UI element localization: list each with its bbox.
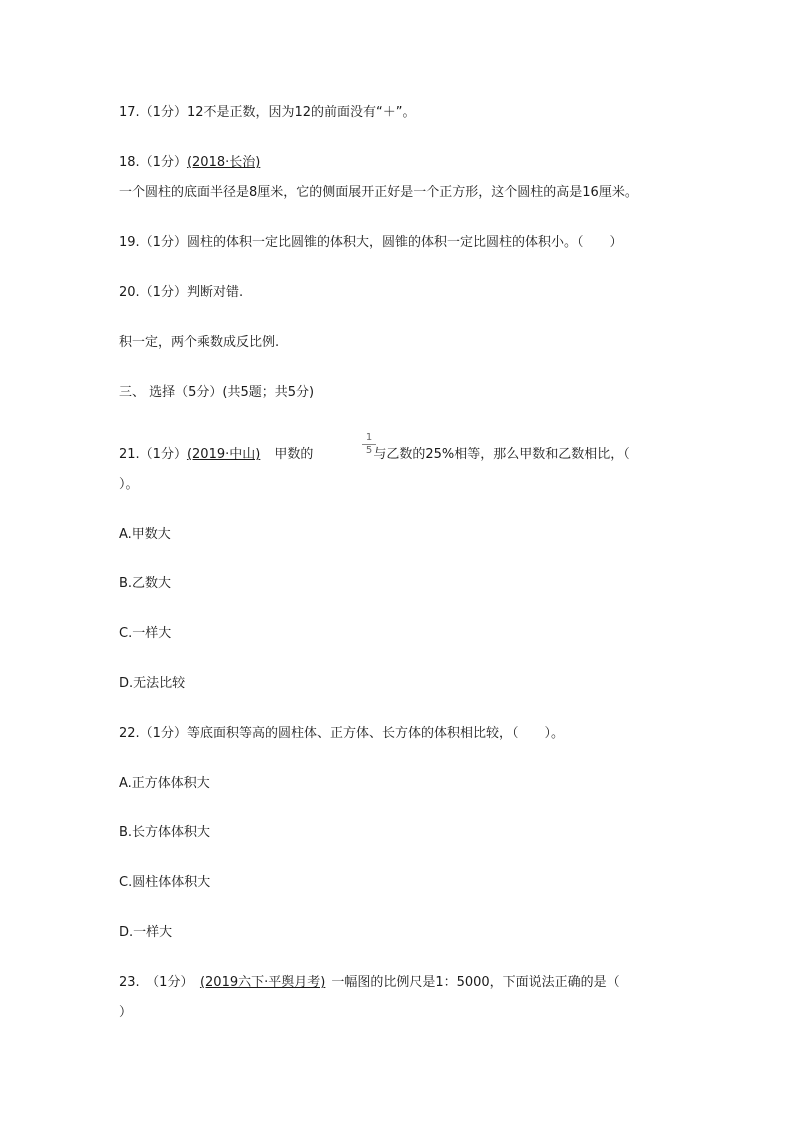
q21-pre: 甲数的 — [274, 447, 314, 462]
q21-number: 21.（1分） — [119, 447, 187, 462]
q21-option-b: B.乙数大 — [119, 576, 172, 591]
q23-source: (2019六下·平舆月考) — [199, 975, 326, 990]
q17: 17.（1分）12不是正数，因为12的前面没有“＋”。 — [119, 105, 416, 120]
q18-text: 一个圆柱的底面半径是8厘米，它的侧面展开正好是一个正方形，这个圆柱的高是16厘米。 — [119, 185, 638, 200]
q20: 20.（1分）判断对错. — [119, 285, 244, 300]
q23-text: 一幅图的比例尺是1：5000，下面说法正确的是（ — [331, 975, 620, 990]
fraction-denominator: 5 — [365, 445, 373, 456]
section-title: 三、 选择（5分）(共5题；共5分) — [119, 385, 315, 400]
q23 — [119, 974, 620, 992]
q21-option-d: D.无法比较 — [119, 676, 186, 691]
q18-header — [119, 154, 260, 172]
q22-option-d: D.一样大 — [119, 925, 173, 940]
q22-option-c: C.圆柱体体积大 — [119, 875, 211, 890]
q22-option-b: B.长方体体积大 — [119, 825, 211, 840]
q21-cont: ）。 — [119, 477, 139, 492]
q21-fraction — [362, 433, 376, 456]
q22-option-a: A.正方体体积大 — [119, 776, 210, 791]
q21-option-a: A.甲数大 — [119, 527, 171, 542]
q21-source: (2019·中山) — [186, 447, 261, 462]
q18-number: 18.（1分） — [119, 155, 187, 170]
fraction-numerator: 1 — [365, 432, 373, 443]
q23-cont: ） — [119, 1005, 133, 1020]
q23-number: 23. （1分） — [119, 975, 200, 990]
q19: 19.（1分）圆柱的体积一定比圆锥的体积大，圆锥的体积一定比圆柱的体积小。（ ） — [119, 235, 623, 250]
q21-option-c: C.一样大 — [119, 626, 172, 641]
q18-source: (2018·长治) — [186, 155, 261, 170]
q21-post: 与乙数的25%相等，那么甲数和乙数相比，（ — [373, 447, 630, 462]
q22: 22.（1分）等底面积等高的圆柱体、正方体、长方体的体积相比较，（ ）。 — [119, 726, 564, 741]
q20-statement: 积一定，两个乘数成反比例. — [119, 335, 280, 350]
